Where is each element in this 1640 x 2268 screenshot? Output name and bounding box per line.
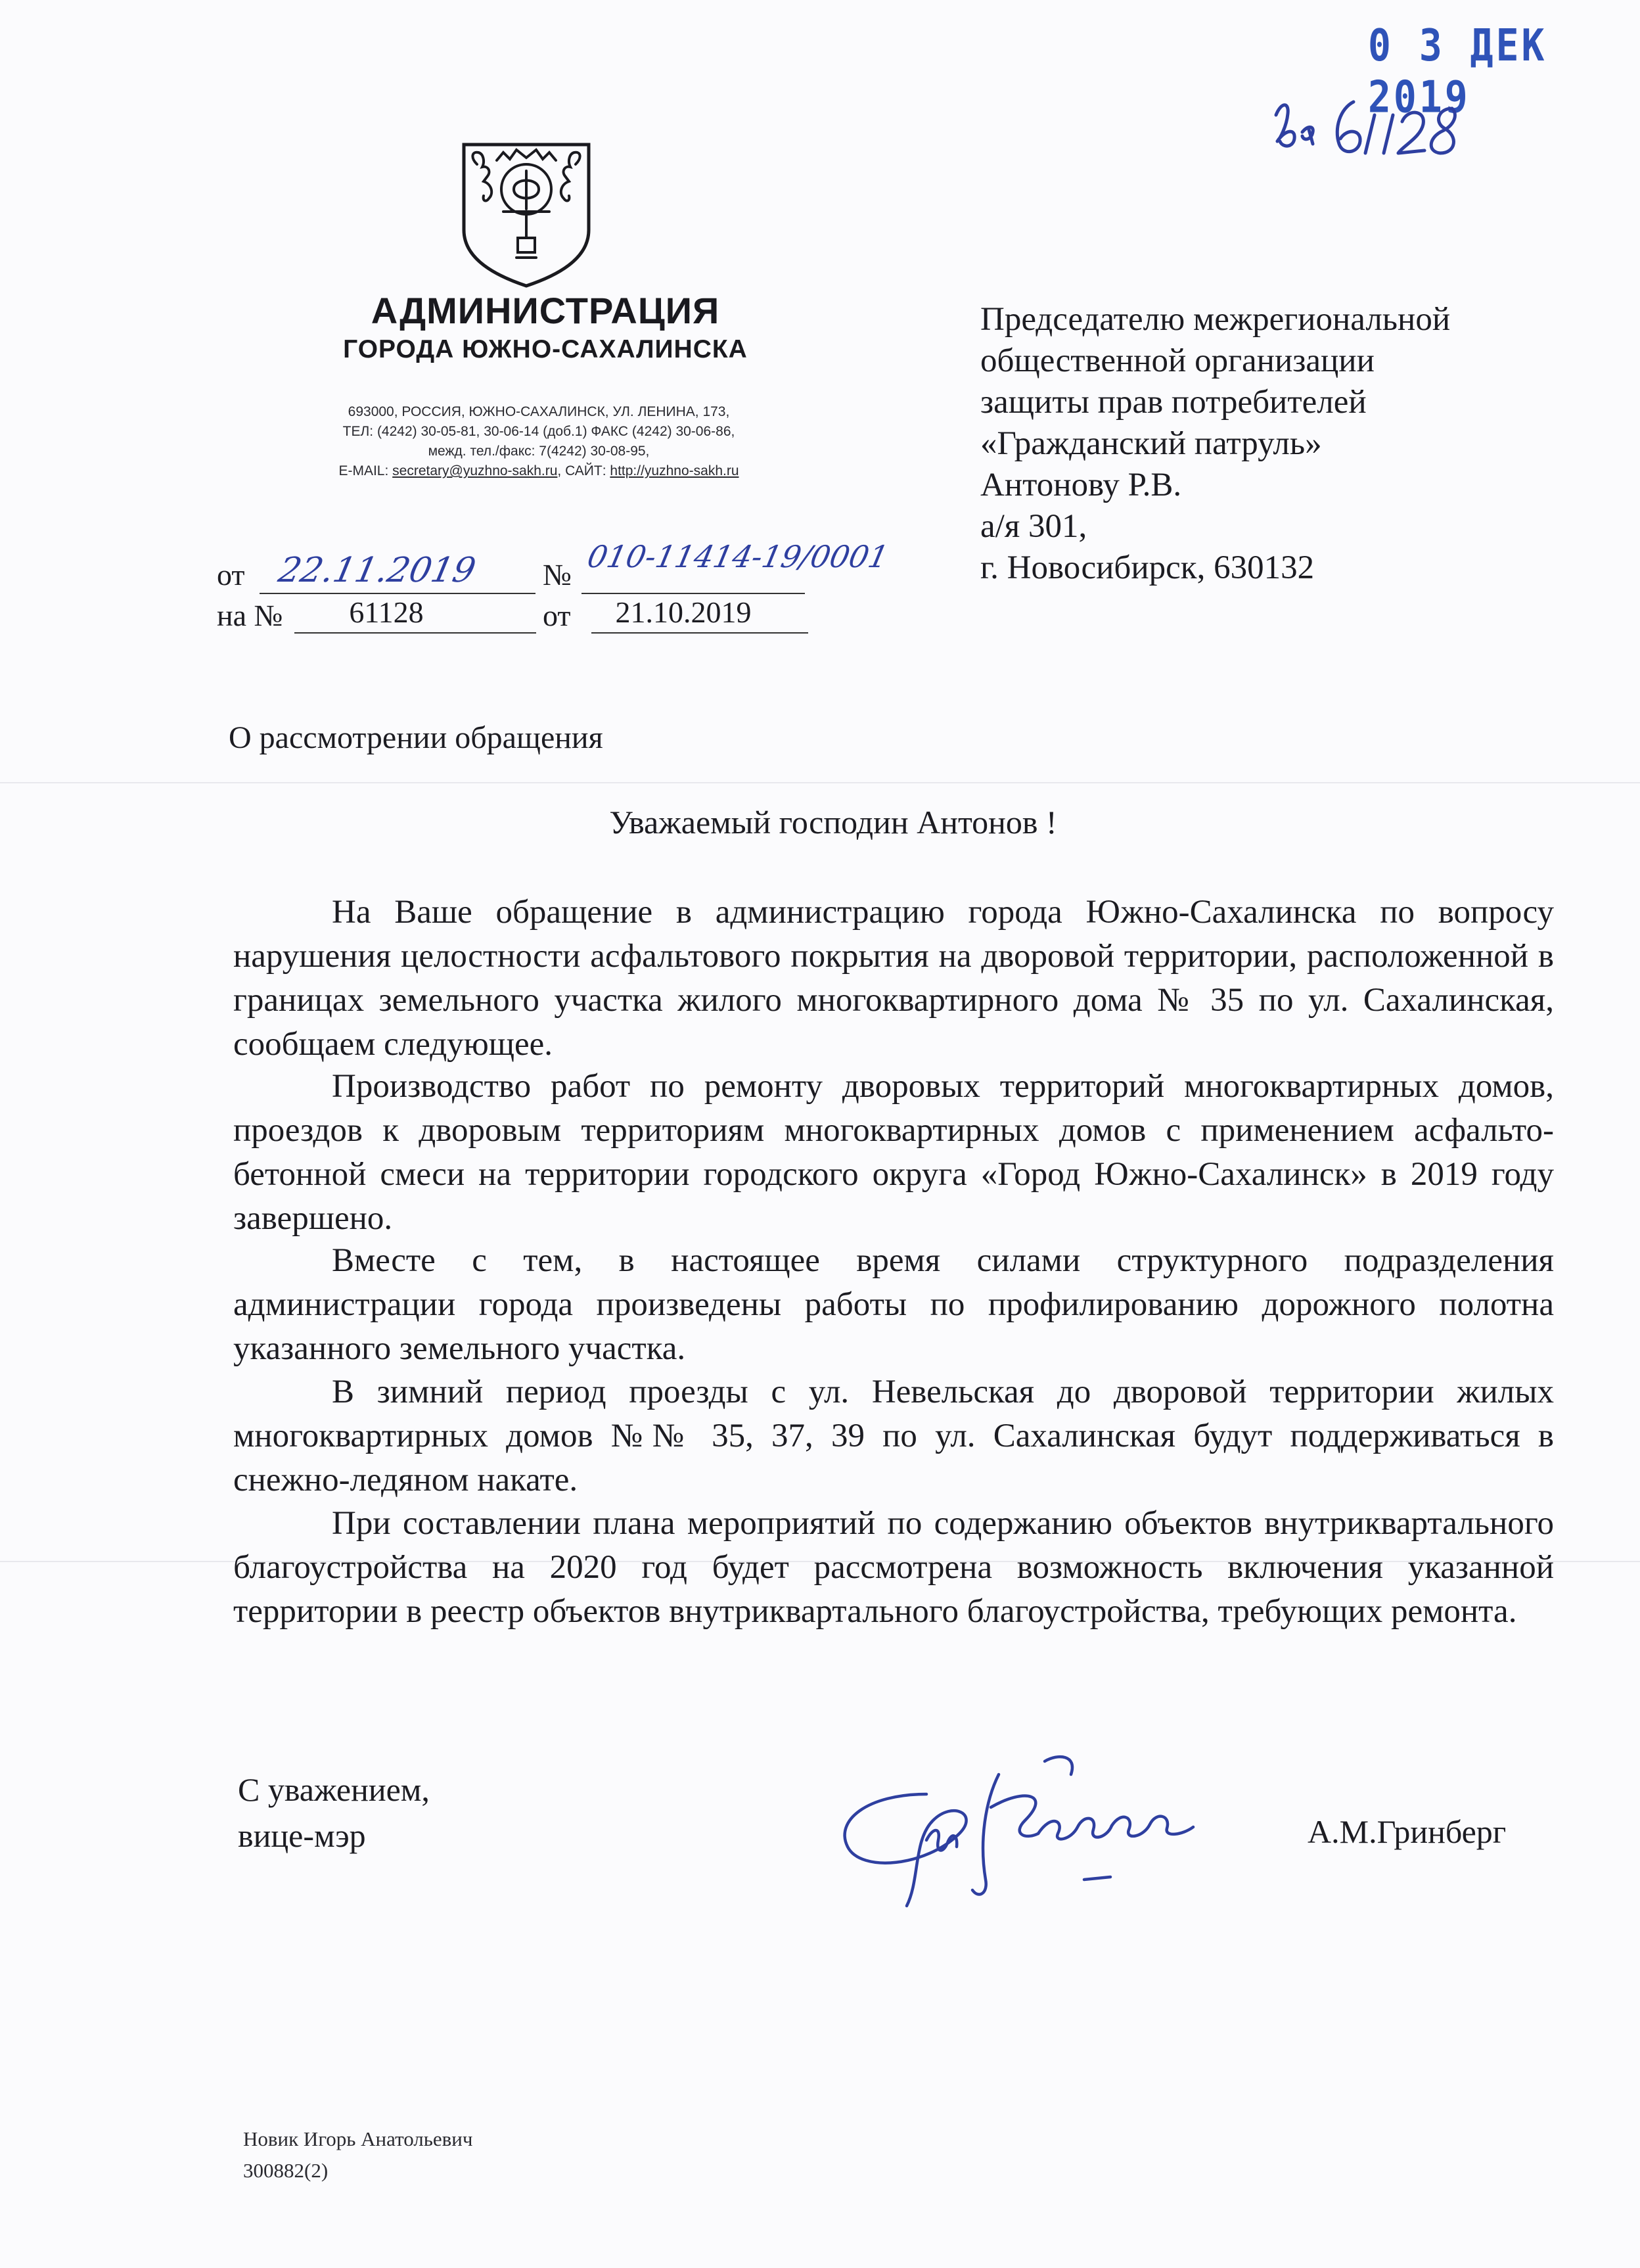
- number-label: №: [543, 558, 572, 591]
- body-paragraph: При составлении плана мероприятий по содержанию объектов внутриквартального благоустройства на 2020 год будет рассмотрена возможность включения указанной территории в реестр объектов внутриквартального благоустройства, требующих ремонта.: [233, 1505, 1554, 1630]
- org-name-line2: ГОРОДА ЮЖНО-САХАЛИНСКА: [343, 335, 748, 363]
- recipient-line: Председателю межрегиональной: [980, 301, 1451, 338]
- email-link[interactable]: secretary@yuzhno-sakh.ru: [392, 463, 558, 478]
- closing-block: [238, 1767, 430, 1859]
- org-intl-phone: межд. тел./факс: 7(4242) 30-08-95,: [428, 444, 650, 459]
- email-label: E-MAIL:: [338, 463, 393, 478]
- body-paragraph: Производство работ по ремонту дворовых территорий многоквартирных домов, проездов к дворовым территориям многоквартирных домов с применением асфальто-бетонной смеси на территории городского округа «Город Южно-Сахалинск» в 2019 году завершено.: [233, 1068, 1554, 1237]
- incoming-date-stamp: 0 3 ДЕК 2019: [1368, 20, 1547, 123]
- reply-to-label: на №: [217, 599, 283, 632]
- registration-block: [0, 0, 1640, 657]
- reply-date-underline: [591, 632, 808, 634]
- recipient-line: «Гражданский патруль»: [980, 425, 1322, 462]
- outgoing-number: 010-11414-19/0001: [584, 539, 892, 574]
- site-link[interactable]: http://yuzhno-sakh.ru: [610, 463, 739, 478]
- closing-regards: С уважением,: [238, 1771, 430, 1808]
- letter-subject: О рассмотрении обращения: [229, 720, 603, 755]
- recipient-line: защиты прав потребителей: [980, 384, 1367, 421]
- from-label: от: [217, 558, 245, 591]
- executor-name: Новик Игорь Анатольевич: [243, 2127, 473, 2150]
- recipient-line: Антонову Р.В.: [980, 467, 1182, 503]
- outgoing-date: 22.11.2019: [275, 551, 480, 590]
- site-label: , САЙТ:: [557, 463, 610, 478]
- body-paragraph: На Ваше обращение в администрацию города Южно-Сахалинска по вопросу нарушения целостности асфальтового покрытия на дворовой территории, расположенной в границах земельного участка жилого многоквартирного дома № 35 по ул. Сахалинская, сообщаем следующее.: [233, 894, 1554, 1063]
- greeting: Уважаемый господин Антонов !: [609, 804, 1057, 841]
- recipient-line: общественной организации: [980, 342, 1375, 379]
- paper-fold-line: [0, 782, 1640, 783]
- org-address: 693000, РОССИЯ, ЮЖНО-САХАЛИНСК, УЛ. ЛЕНИНА, 173,: [348, 404, 730, 419]
- body-paragraph: В зимний период проезды с ул. Невельская до дворовой территории жилых многоквартирных домов №№ 35, 37, 39 по ул. Сахалинская будут поддерживаться в снежно-ледяном накате.: [233, 1374, 1554, 1498]
- reply-date: 21.10.2019: [615, 595, 752, 629]
- reply-from-label: от: [543, 599, 571, 632]
- signatory-name: А.М.Гринберг: [1308, 1813, 1507, 1850]
- recipient-line: а/я 301,: [980, 508, 1087, 545]
- executor-phone: 300882(2): [243, 2159, 329, 2182]
- body-paragraph: Вместе с тем, в настоящее время силами структурного подразделения администрации города произведены работы по профилированию дорожного полотна указанного земельного участка.: [233, 1242, 1554, 1367]
- number-underline: [581, 593, 805, 594]
- reply-to-number: 61128: [349, 595, 424, 629]
- org-name-line1: АДМИНИСТРАЦИЯ: [371, 290, 720, 331]
- reply-number-underline: [294, 632, 536, 634]
- recipient-line: г. Новосибирск, 630132: [980, 549, 1315, 586]
- handwritten-signature: [828, 1748, 1262, 1945]
- closing-position: вице-мэр: [238, 1817, 366, 1854]
- org-phones: ТЕЛ: (4242) 30-05-81, 30-06-14 (доб.1) ФАКС (4242) 30-06-86,: [342, 424, 735, 439]
- date-underline: [260, 593, 535, 594]
